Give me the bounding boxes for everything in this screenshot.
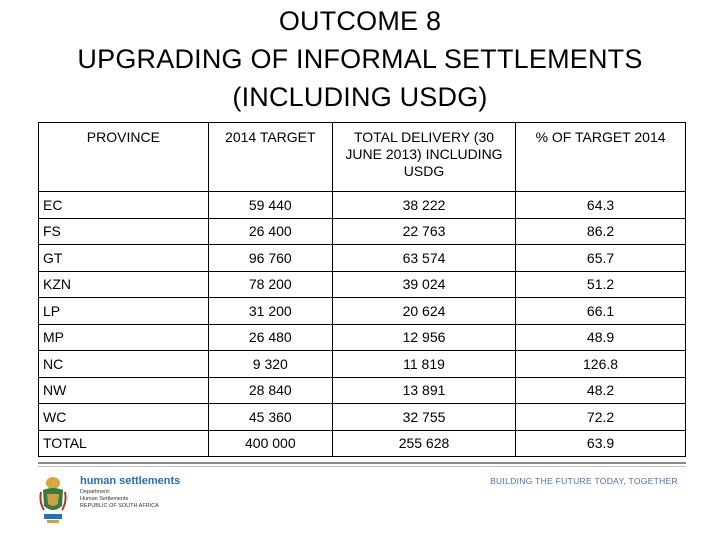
department-name: human settlements <box>80 475 181 487</box>
header-province: PROVINCE <box>39 123 209 192</box>
cell-target: 9 320 <box>208 351 332 378</box>
table-row <box>39 271 686 298</box>
footer-rule-thin <box>38 466 686 467</box>
footer-rule <box>38 462 686 464</box>
cell-total-delivery: 39 024 <box>332 271 515 298</box>
table-body <box>39 192 686 457</box>
cell-total-delivery: 255 628 <box>332 430 515 457</box>
tagline: BUILDING THE FUTURE TODAY, TOGETHER <box>490 476 678 486</box>
cell-target: 45 360 <box>208 404 332 431</box>
table-row <box>39 377 686 404</box>
department-details <box>80 489 180 510</box>
header-percent-target: % OF TARGET 2014 <box>516 123 686 192</box>
footer <box>38 462 686 538</box>
cell-percent-target: 51.2 <box>516 271 686 298</box>
cell-percent-target: 63.9 <box>516 430 686 457</box>
coat-of-arms-icon <box>38 474 68 526</box>
cell-province: NW <box>39 377 209 404</box>
table-row <box>39 298 686 325</box>
cell-province: NC <box>39 351 209 378</box>
cell-total-delivery: 20 624 <box>332 298 515 325</box>
department-line: REPUBLIC OF SOUTH AFRICA <box>80 503 159 509</box>
cell-target: 28 840 <box>208 377 332 404</box>
title-line-1: OUTCOME 8 <box>278 6 442 36</box>
cell-target: 31 200 <box>208 298 332 325</box>
cell-province: WC <box>39 404 209 431</box>
table-row <box>39 192 686 219</box>
table-row <box>39 218 686 245</box>
cell-target: 26 480 <box>208 324 332 351</box>
cell-province: GT <box>39 245 209 272</box>
cell-target: 96 760 <box>208 245 332 272</box>
cell-percent-target: 126.8 <box>516 351 686 378</box>
cell-percent-target: 86.2 <box>516 218 686 245</box>
header-target: 2014 TARGET <box>208 123 332 192</box>
table-row <box>39 430 686 457</box>
cell-province: TOTAL <box>39 430 209 457</box>
table-row <box>39 404 686 431</box>
cell-total-delivery: 11 819 <box>332 351 515 378</box>
cell-percent-target: 65.7 <box>516 245 686 272</box>
table-row <box>39 245 686 272</box>
cell-total-delivery: 63 574 <box>332 245 515 272</box>
cell-target: 59 440 <box>208 192 332 219</box>
cell-percent-target: 72.2 <box>516 404 686 431</box>
delivery-table <box>38 122 686 457</box>
cell-percent-target: 48.2 <box>516 377 686 404</box>
table-row <box>39 351 686 378</box>
cell-province: EC <box>39 192 209 219</box>
cell-province: FS <box>39 218 209 245</box>
cell-target: 26 400 <box>208 218 332 245</box>
cell-target: 400 000 <box>208 430 332 457</box>
title-line-3: (INCLUDING USDG) <box>232 82 488 112</box>
department-logo <box>80 476 180 510</box>
department-line: Department: <box>80 489 111 495</box>
title-line-2: UPGRADING OF INFORMAL SETTLEMENTS <box>77 44 643 74</box>
table-header-row <box>39 123 686 192</box>
cell-total-delivery: 38 222 <box>332 192 515 219</box>
cell-province: MP <box>39 324 209 351</box>
cell-percent-target: 66.1 <box>516 298 686 325</box>
cell-percent-target: 64.3 <box>516 192 686 219</box>
cell-total-delivery: 12 956 <box>332 324 515 351</box>
header-total-delivery: TOTAL DELIVERY (30 JUNE 2013) INCLUDING USDG <box>332 123 515 192</box>
department-line: Human Settlements <box>80 496 129 502</box>
cell-percent-target: 48.9 <box>516 324 686 351</box>
cell-province: KZN <box>39 271 209 298</box>
cell-province: LP <box>39 298 209 325</box>
table-row <box>39 324 686 351</box>
slide-title <box>0 2 720 116</box>
cell-total-delivery: 13 891 <box>332 377 515 404</box>
cell-total-delivery: 22 763 <box>332 218 515 245</box>
cell-total-delivery: 32 755 <box>332 404 515 431</box>
cell-target: 78 200 <box>208 271 332 298</box>
